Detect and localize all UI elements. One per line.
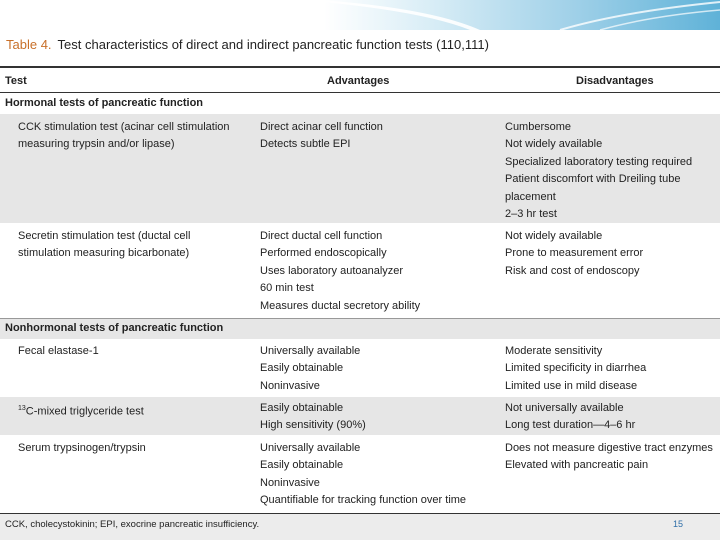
table-row-advantages [260,119,490,154]
test-name [18,400,243,421]
advantage-item: Noninvasive [260,379,320,392]
disadvantage-item: 2–3 hr test [505,208,557,221]
disadvantage-item: Does not measure digestive tract enzymes [505,442,713,454]
advantage-item: Easily obtainable [260,362,344,375]
disadvantage-item: Elevated with pancreatic pain [505,459,649,472]
top-banner [0,0,720,30]
advantage-item: Direct ductal cell function [260,230,383,242]
section-title-nonhormonal: Nonhormonal tests of pancreatic function [5,322,224,334]
table-row-disadvantages [505,343,715,395]
disadvantage-item: Long test duration—4–6 hr [505,419,636,432]
advantage-item: Easily obtainable [260,459,344,472]
disadvantage-item: Moderate sensitivity [505,345,603,357]
advantage-item: High sensitivity (90%) [260,419,366,432]
disadvantage-item: Patient discomfort with Dreiling tube placement [505,173,681,203]
table-caption: Test characteristics of direct and indirect pancreatic function tests (110,111) [57,37,489,52]
header-advantages: Advantages [327,75,390,87]
advantage-item: Uses laboratory autoanalyzer [260,264,404,277]
table-row-advantages [260,440,490,510]
disadvantage-item: Not universally available [505,402,624,414]
test-name: Serum trypsinogen/trypsin [18,442,146,454]
banner-swoosh-graphic [0,0,720,30]
table-row-test [18,343,243,360]
advantage-item: Noninvasive [260,476,320,489]
table-footnote: CCK, cholecystokinin; EPI, exocrine pancreatic insufficiency. [5,519,260,530]
test-name: CCK stimulation test (acinar cell stimulation measuring trypsin and/or lipase) [18,121,230,151]
header-test: Test [5,75,27,87]
table-row-advantages [260,400,490,435]
disadvantage-item: Limited specificity in diarrhea [505,362,647,375]
table-label: Table 4. [6,37,52,52]
table-title [6,37,489,52]
header-bottom-rule [0,92,720,93]
table-row-test [18,119,243,154]
advantage-item: Quantifiable for tracking function over time [260,494,467,507]
table-row-disadvantages [505,440,715,475]
table-row-disadvantages [505,400,715,435]
table-row-advantages [260,343,490,395]
test-name: Secretin stimulation test (ductal cell stimulation measuring bicarbonate) [18,230,191,260]
table-row-disadvantages [505,228,715,280]
advantage-item: Easily obtainable [260,402,344,414]
disadvantage-item: Limited use in mild disease [505,379,638,392]
disadvantage-item: Prone to measurement error [505,247,644,260]
advantage-item: Detects subtle EPI [260,138,351,151]
disadvantage-item: Not widely available [505,230,603,242]
advantage-item: Performed endoscopically [260,247,387,260]
advantage-item: Measures ductal secretory ability [260,299,421,312]
header-disadvantages: Disadvantages [576,75,654,87]
disadvantage-item: Not widely available [505,138,603,151]
isotope-superscript: 13 [18,405,26,412]
page-number: 15 [673,519,684,529]
table-row-advantages [260,228,490,315]
section-top-rule [0,318,720,319]
table-row-test [18,440,243,457]
advantage-item: 60 min test [260,282,314,295]
header-top-rule [0,66,720,68]
table-row-test [18,228,243,263]
test-name-text: C-mixed triglyceride test [25,405,144,418]
table-row-disadvantages [505,119,715,223]
disadvantage-item: Specialized laboratory testing required [505,155,693,168]
advantage-item: Universally available [260,345,361,357]
table-row-test [18,400,243,421]
advantage-item: Universally available [260,442,361,454]
disadvantage-item: Risk and cost of endoscopy [505,264,640,277]
disadvantage-item: Cumbersome [505,121,572,133]
advantage-item: Direct acinar cell function [260,121,383,133]
test-name: Fecal elastase-1 [18,345,99,357]
section-title-hormonal: Hormonal tests of pancreatic function [5,97,204,109]
